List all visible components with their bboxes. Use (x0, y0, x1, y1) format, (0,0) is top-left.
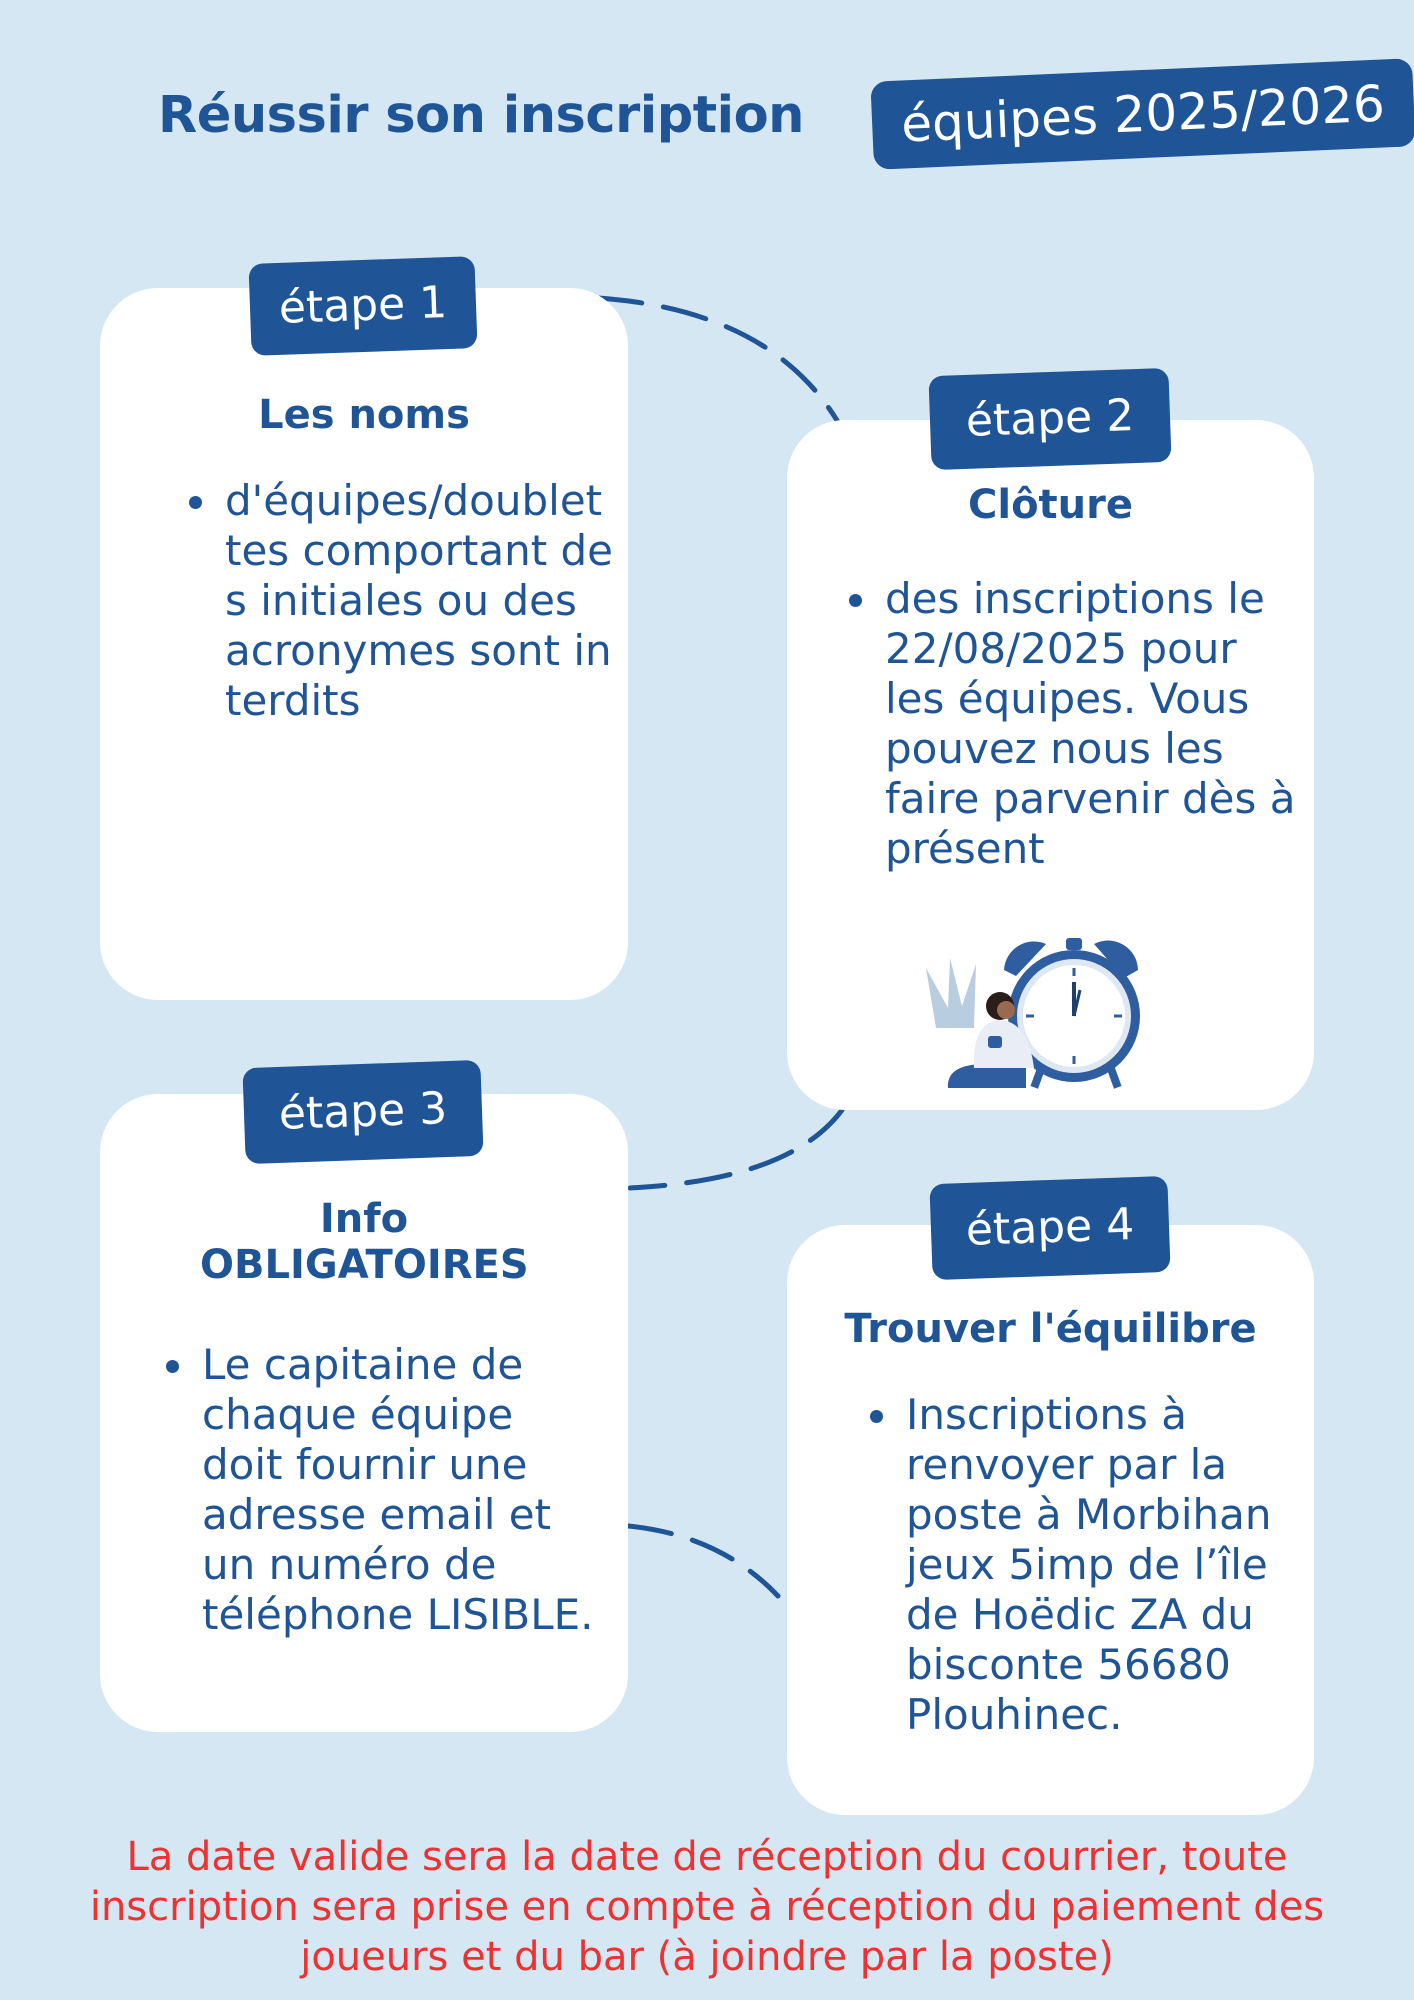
bullet-dot (189, 496, 202, 509)
season-badge: équipes 2025/2026 (870, 58, 1414, 170)
connector-2-3 (630, 1110, 842, 1188)
step-3-heading: Info OBLIGATOIRES (200, 1196, 529, 1288)
step-2-tag: étape 2 (928, 368, 1171, 470)
step-3-text: Le capitaine de chaque équipe doit fournir une adresse email et un numéro de téléphone LISIBLE. (202, 1340, 594, 1639)
connector-3-4 (628, 1526, 778, 1596)
step-3-bullet (202, 1340, 602, 1640)
step-3-tag: étape 3 (242, 1060, 483, 1164)
bullet-dot (870, 1410, 883, 1423)
step-4-tag: étape 4 (929, 1176, 1170, 1280)
step-4-bullet (906, 1390, 1306, 1740)
step-1-heading: Les noms (258, 392, 470, 438)
step-2-bullet (885, 574, 1305, 874)
footer-note: La date valide sera la date de réception du courrier, toute inscription sera prise en compte à réception du paiement des joueurs et du bar (à joindre par la poste) (89, 1834, 1325, 1980)
step-2-text: des inscriptions le 22/08/2025 pour les équipes. Vous pouvez nous les faire parvenir dès à présent (885, 574, 1296, 873)
step-1-tag: étape 1 (248, 256, 477, 356)
step-4-heading: Trouver l'équilibre (844, 1306, 1257, 1352)
page-title: Réussir son inscription (158, 86, 804, 145)
step-2-heading: Clôture (968, 482, 1133, 528)
connector-1-2 (598, 298, 838, 422)
bullet-dot (849, 594, 862, 607)
bullet-dot (166, 1360, 179, 1373)
alarm-clock-icon (916, 928, 1146, 1093)
step-4-text: Inscriptions à renvoyer par la poste à Morbihan jeux 5imp de l’île de Hoëdic ZA du bisconte 56680 Plouhinec. (906, 1390, 1272, 1739)
step-1-text: d'équipes/doublettes comportant des initiales ou des acronymes sont interdits (225, 476, 614, 725)
step-1-bullet (225, 476, 615, 726)
